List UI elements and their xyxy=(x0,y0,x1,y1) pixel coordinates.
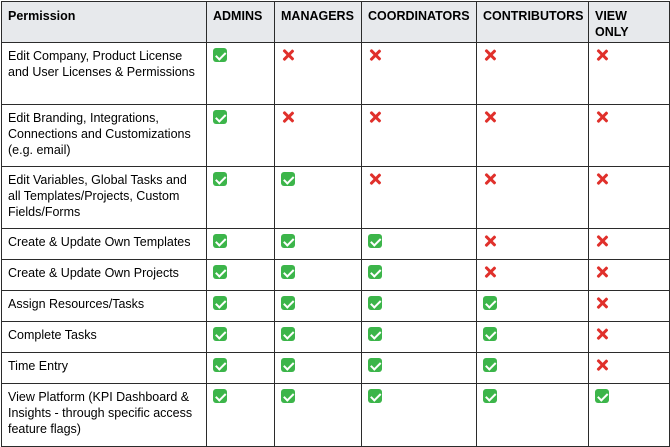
permission-cell: Assign Resources/Tasks xyxy=(2,291,207,322)
permission-cell: Edit Variables, Global Tasks and all Templates/Projects, Custom Fields/Forms xyxy=(2,167,207,229)
permission-mark-cell xyxy=(207,322,275,353)
check-mark-icon xyxy=(368,358,382,372)
table-row xyxy=(2,229,670,260)
check-mark-icon xyxy=(213,265,227,279)
check-mark-icon xyxy=(368,234,382,248)
check-mark-icon xyxy=(213,296,227,310)
permission-mark-cell xyxy=(362,291,477,322)
permission-mark-cell xyxy=(362,353,477,384)
cross-mark-icon xyxy=(281,110,295,124)
permission-mark-cell xyxy=(275,105,362,167)
table-row xyxy=(2,291,670,322)
permission-mark-cell xyxy=(477,105,589,167)
check-mark-icon xyxy=(213,358,227,372)
cross-mark-icon xyxy=(595,296,609,310)
cross-mark-icon xyxy=(595,327,609,341)
permission-mark-cell xyxy=(477,291,589,322)
permission-cell: Edit Branding, Integrations, Connections and Customizations (e.g. email) xyxy=(2,105,207,167)
permission-mark-cell xyxy=(362,260,477,291)
permission-mark-cell xyxy=(477,353,589,384)
cross-mark-icon xyxy=(595,172,609,186)
check-mark-icon xyxy=(213,172,227,186)
permission-mark-cell xyxy=(589,291,670,322)
permission-mark-cell xyxy=(589,384,670,447)
cross-mark-icon xyxy=(483,172,497,186)
permission-mark-cell xyxy=(275,322,362,353)
check-mark-icon xyxy=(281,172,295,186)
check-mark-icon xyxy=(213,234,227,248)
permission-mark-cell xyxy=(362,384,477,447)
permission-cell: Create & Update Own Templates xyxy=(2,229,207,260)
permission-cell: Edit Company, Product License and User Licenses & Permissions xyxy=(2,43,207,105)
check-mark-icon xyxy=(368,327,382,341)
check-mark-icon xyxy=(281,265,295,279)
permission-mark-cell xyxy=(275,229,362,260)
cross-mark-icon xyxy=(483,234,497,248)
check-mark-icon xyxy=(281,327,295,341)
permission-mark-cell xyxy=(477,229,589,260)
check-mark-icon xyxy=(281,234,295,248)
permission-mark-cell xyxy=(477,322,589,353)
permission-mark-cell xyxy=(589,105,670,167)
header-contributors: CONTRIBUTORS xyxy=(477,2,589,43)
cross-mark-icon xyxy=(368,172,382,186)
permission-cell: Complete Tasks xyxy=(2,322,207,353)
permission-mark-cell xyxy=(477,167,589,229)
permission-mark-cell xyxy=(589,229,670,260)
cross-mark-icon xyxy=(281,48,295,62)
permission-mark-cell xyxy=(362,105,477,167)
permission-mark-cell xyxy=(589,167,670,229)
cross-mark-icon xyxy=(595,265,609,279)
permission-mark-cell xyxy=(275,260,362,291)
header-coordinators: COORDINATORS xyxy=(362,2,477,43)
check-mark-icon xyxy=(368,265,382,279)
check-mark-icon xyxy=(213,48,227,62)
permission-mark-cell xyxy=(477,43,589,105)
permission-mark-cell xyxy=(207,167,275,229)
header-managers: MANAGERS xyxy=(275,2,362,43)
permission-mark-cell xyxy=(207,43,275,105)
cross-mark-icon xyxy=(483,48,497,62)
header-row xyxy=(2,2,670,43)
permission-mark-cell xyxy=(275,291,362,322)
table-row xyxy=(2,322,670,353)
cross-mark-icon xyxy=(595,48,609,62)
header-view-only: VIEW ONLY xyxy=(589,2,670,43)
permission-mark-cell xyxy=(477,260,589,291)
permission-mark-cell xyxy=(589,322,670,353)
permission-mark-cell xyxy=(207,353,275,384)
table-row xyxy=(2,260,670,291)
permission-mark-cell xyxy=(477,384,589,447)
header-permission: Permission xyxy=(2,2,207,43)
cross-mark-icon xyxy=(595,234,609,248)
check-mark-icon xyxy=(213,327,227,341)
permission-mark-cell xyxy=(207,384,275,447)
permission-mark-cell xyxy=(275,353,362,384)
permission-mark-cell xyxy=(589,260,670,291)
permission-mark-cell xyxy=(275,43,362,105)
permission-mark-cell xyxy=(589,43,670,105)
permission-mark-cell xyxy=(207,260,275,291)
permission-mark-cell xyxy=(589,353,670,384)
check-mark-icon xyxy=(483,296,497,310)
cross-mark-icon xyxy=(483,265,497,279)
header-admins: ADMINS xyxy=(207,2,275,43)
check-mark-icon xyxy=(595,389,609,403)
permission-cell: Time Entry xyxy=(2,353,207,384)
permission-mark-cell xyxy=(362,229,477,260)
cross-mark-icon xyxy=(483,110,497,124)
cross-mark-icon xyxy=(595,110,609,124)
table-row xyxy=(2,43,670,105)
permission-mark-cell xyxy=(362,43,477,105)
permissions-table xyxy=(1,1,670,447)
permission-mark-cell xyxy=(275,384,362,447)
table-row xyxy=(2,384,670,447)
permission-cell: Create & Update Own Projects xyxy=(2,260,207,291)
cross-mark-icon xyxy=(368,48,382,62)
check-mark-icon xyxy=(281,296,295,310)
permission-mark-cell xyxy=(207,105,275,167)
permission-mark-cell xyxy=(362,167,477,229)
cross-mark-icon xyxy=(595,358,609,372)
table-row xyxy=(2,105,670,167)
permission-mark-cell xyxy=(362,322,477,353)
permission-mark-cell xyxy=(207,291,275,322)
check-mark-icon xyxy=(483,389,497,403)
check-mark-icon xyxy=(213,110,227,124)
check-mark-icon xyxy=(368,296,382,310)
check-mark-icon xyxy=(281,389,295,403)
permission-mark-cell xyxy=(275,167,362,229)
permission-mark-cell xyxy=(207,229,275,260)
cross-mark-icon xyxy=(368,110,382,124)
check-mark-icon xyxy=(483,358,497,372)
check-mark-icon xyxy=(368,389,382,403)
table-row xyxy=(2,353,670,384)
table-row xyxy=(2,167,670,229)
check-mark-icon xyxy=(281,358,295,372)
check-mark-icon xyxy=(213,389,227,403)
check-mark-icon xyxy=(483,327,497,341)
table-body xyxy=(2,43,670,447)
permission-cell: View Platform (KPI Dashboard & Insights - through specific access feature flags) xyxy=(2,384,207,447)
